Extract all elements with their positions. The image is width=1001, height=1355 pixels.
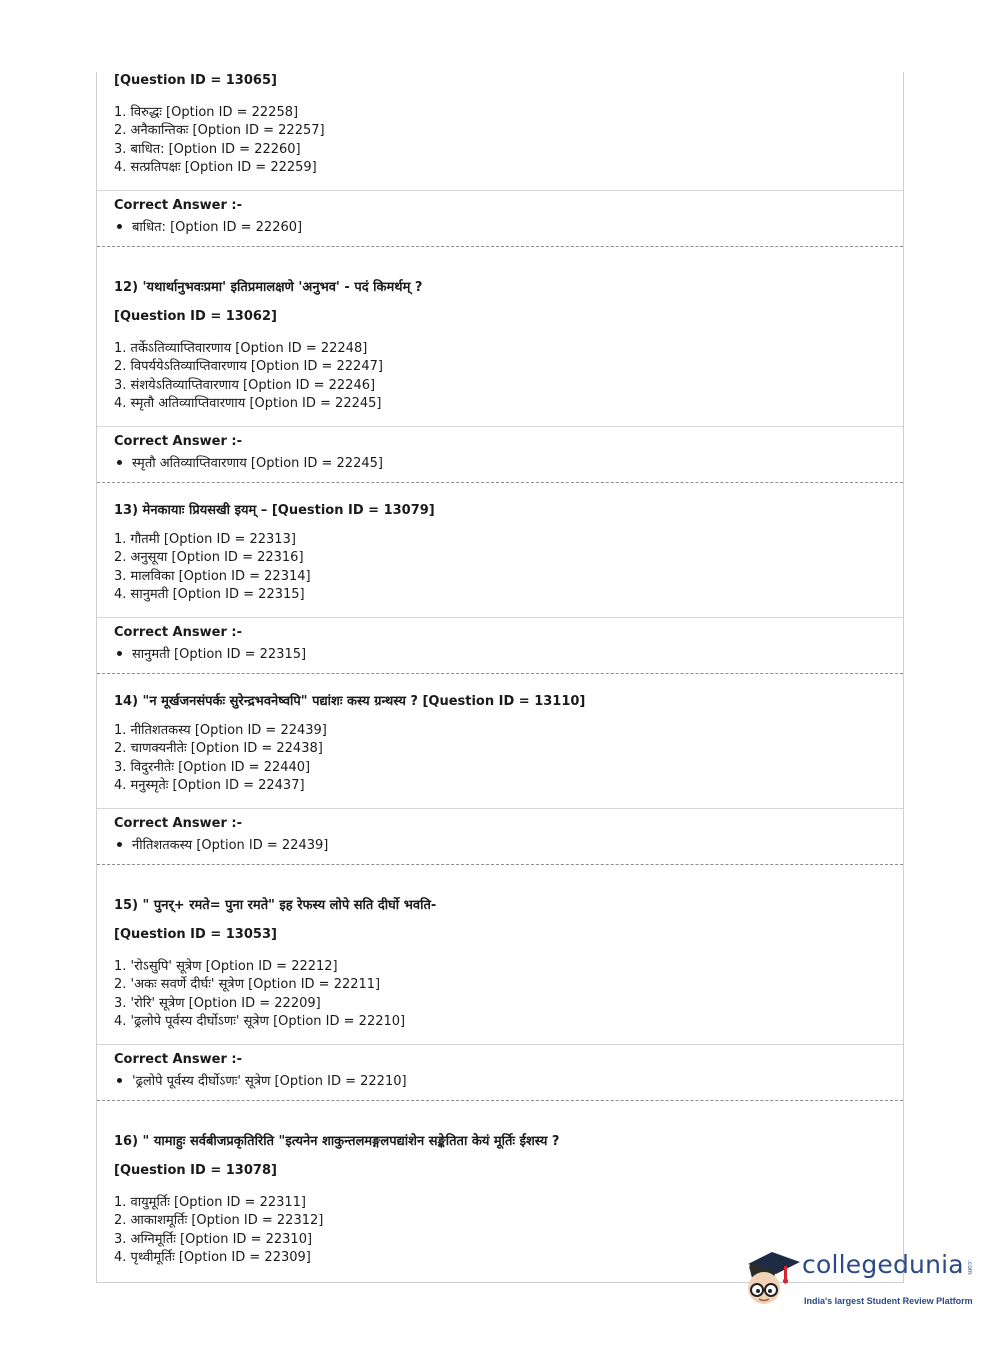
question-title: 13) मेनकायाः प्रियसखी इयम् – [Question ID = 13079] xyxy=(114,503,435,518)
option: 4. सानुमती [Option ID = 22315] xyxy=(114,587,305,603)
dashed-separator xyxy=(97,482,903,483)
dashed-separator xyxy=(97,864,903,865)
option: 4. मनुस्मृतेः [Option ID = 22437] xyxy=(114,778,305,794)
option: 1. नीतिशतकस्य [Option ID = 22439] xyxy=(114,723,327,738)
correct-answer-item xyxy=(114,217,894,235)
correct-answer-text: 'ढ्रलोपे पूर्वस्य दीर्घोऽणः' सूत्रेण [Option ID = 22210] xyxy=(132,1074,407,1089)
bullet-icon xyxy=(117,224,122,229)
correct-answer xyxy=(114,198,894,235)
bullet-icon xyxy=(117,460,122,465)
option: 4. 'ढ्रलोपे पूर्वस्य दीर्घोऽणः' सूत्रेण [Option ID = 22210] xyxy=(114,1014,406,1030)
question-15 xyxy=(114,895,894,913)
correct-answer xyxy=(114,434,894,471)
option: 3. विदुरनीतेः [Option ID = 22440] xyxy=(114,759,311,775)
option: 2. अनुसूया [Option ID = 22316] xyxy=(114,550,304,566)
option: 3. मालविका [Option ID = 22314] xyxy=(114,568,311,584)
divider xyxy=(97,1044,903,1045)
correct-answer-text: बाधित: [Option ID = 22260] xyxy=(132,220,303,235)
option: 3. अग्निमूर्तिः [Option ID = 22310] xyxy=(114,1231,313,1247)
options-list xyxy=(114,958,894,1032)
divider xyxy=(97,190,903,191)
question-11 xyxy=(114,73,894,88)
question-title: 12) 'यथार्थानुभवःप्रमा' इतिप्रमालक्षणे 'अनुभव' - पदं किमर्थम् ? xyxy=(114,280,423,295)
question-12-id xyxy=(114,309,894,324)
option: 1. गौतमी [Option ID = 22313] xyxy=(114,532,296,547)
option: 3. बाधित: [Option ID = 22260] xyxy=(114,141,301,157)
question-id: [Question ID = 13062] xyxy=(114,309,277,324)
question-12 xyxy=(114,277,894,295)
option: 4. सत्प्रतिपक्षः [Option ID = 22259] xyxy=(114,160,317,176)
option: 1. विरुद्धः [Option ID = 22258] xyxy=(114,105,299,120)
option: 2. आकाशमूर्तिः [Option ID = 22312] xyxy=(114,1213,324,1229)
correct-answer-item xyxy=(114,453,894,471)
option: 1. 'रोऽसुपि' सूत्रेण [Option ID = 22212] xyxy=(114,959,338,974)
correct-answer-title: Correct Answer :- xyxy=(114,625,242,640)
question-title: 16) " यामाहुः सर्वबीजप्रकृतिरिति "इत्यनेन शाकुन्तलमङ्गलपद्यांशेन सङ्केतिता केयं मूर्तिः ईशस्य ? xyxy=(114,1134,560,1149)
question-id: [Question ID = 13053] xyxy=(114,927,277,942)
correct-answer xyxy=(114,625,894,662)
dashed-separator xyxy=(97,246,903,247)
question-13 xyxy=(114,500,894,518)
divider xyxy=(97,426,903,427)
question-14 xyxy=(114,691,894,709)
options-list xyxy=(114,531,894,605)
bullet-icon xyxy=(117,1078,122,1083)
option: 3. 'रोरि' सूत्रेण [Option ID = 22209] xyxy=(114,995,321,1011)
correct-answer-title: Correct Answer :- xyxy=(114,1052,242,1067)
question-16 xyxy=(114,1131,894,1149)
correct-answer-text: स्मृतौ अतिव्याप्तिवारणाय [Option ID = 22245] xyxy=(132,456,383,471)
option: 2. 'अकः सवर्णे दीर्घः' सूत्रेण [Option ID = 22211] xyxy=(114,977,381,993)
option: 4. पृथ्वीमूर्तिः [Option ID = 22309] xyxy=(114,1250,311,1266)
option: 2. अनैकान्तिकः [Option ID = 22257] xyxy=(114,123,325,139)
correct-answer-title: Correct Answer :- xyxy=(114,816,242,831)
option: 3. संशयेऽतिव्याप्तिवारणाय [Option ID = 22246] xyxy=(114,377,376,393)
mascot-icon xyxy=(742,1248,804,1314)
logo-dotcom: .com xyxy=(966,1260,973,1275)
logo-wordmark: collegedunia xyxy=(802,1250,964,1279)
options-list xyxy=(114,340,894,414)
question-id: [Question ID = 13065] xyxy=(114,73,277,88)
correct-answer-item xyxy=(114,835,894,853)
question-15-id xyxy=(114,927,894,942)
correct-answer-text: सानुमती [Option ID = 22315] xyxy=(132,647,307,662)
option: 1. वायुमूर्तिः [Option ID = 22311] xyxy=(114,1195,306,1210)
correct-answer-text: नीतिशतकस्य [Option ID = 22439] xyxy=(132,838,329,853)
option: 1. तर्केऽतिव्याप्तिवारणाय [Option ID = 22248] xyxy=(114,341,368,356)
option: 2. विपर्ययेऽतिव्याप्तिवारणाय [Option ID = 22247] xyxy=(114,359,383,375)
question-title: 15) " पुनर्+ रमते= पुना रमते" इह रेफस्य लोपे सति दीर्घो भवति- xyxy=(114,898,437,913)
question-paper-frame xyxy=(96,72,904,1283)
divider xyxy=(97,808,903,809)
bullet-icon xyxy=(117,651,122,656)
correct-answer-title: Correct Answer :- xyxy=(114,434,242,449)
options-list xyxy=(114,722,894,796)
options-list xyxy=(114,104,894,178)
correct-answer xyxy=(114,816,894,853)
option: 2. चाणक्यनीतेः [Option ID = 22438] xyxy=(114,741,323,757)
divider xyxy=(97,617,903,618)
dashed-separator xyxy=(97,673,903,674)
correct-answer-item xyxy=(114,644,894,662)
correct-answer-title: Correct Answer :- xyxy=(114,198,242,213)
question-title: 14) "न मूर्खजनसंपर्कः सुरेन्द्रभवनेष्वपि" पद्यांशः कस्य ग्रन्थस्य ? [Question ID = 13110] xyxy=(114,694,586,709)
question-id: [Question ID = 13078] xyxy=(114,1163,277,1178)
correct-answer xyxy=(114,1052,894,1089)
bullet-icon xyxy=(117,842,122,847)
correct-answer-item xyxy=(114,1071,894,1089)
option: 4. स्मृतौ अतिव्याप्तिवारणाय [Option ID = 22245] xyxy=(114,396,382,412)
logo-tagline: India's largest Student Review Platform xyxy=(804,1296,973,1306)
question-16-id xyxy=(114,1163,894,1178)
collegedunia-logo[interactable] xyxy=(742,1248,972,1314)
dashed-separator xyxy=(97,1100,903,1101)
